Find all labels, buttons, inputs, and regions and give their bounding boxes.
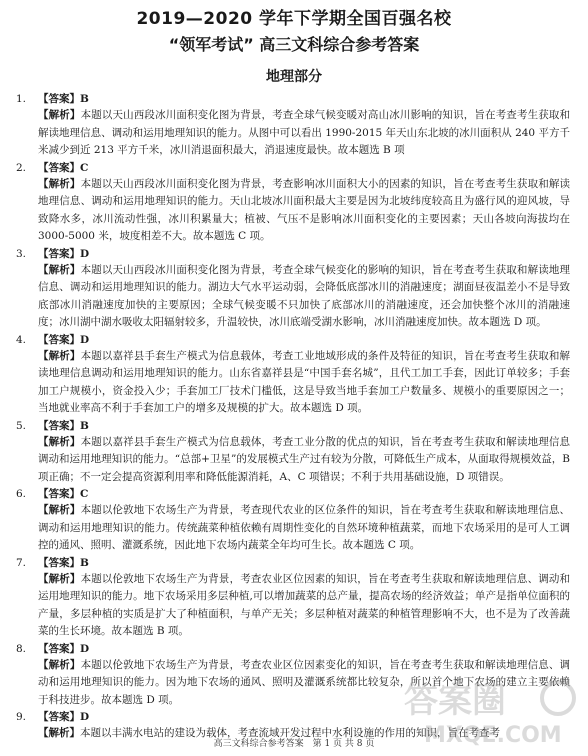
question-number: 4. xyxy=(16,333,27,346)
answer-value: C xyxy=(80,161,89,174)
section-heading: 地理部分 xyxy=(266,69,322,85)
explanation-text: 本题以伦敦地下农场生产为背景，考查现代农业的区位条件的知识，旨在考查考生获取和解读地理信息、调动和运用地理知识的能力。传统蔬菜种植依赖有周期性变化的自然环境种植蔬菜，而地下农场采用的是可人工调控的通风、照明、灌溉系统，因此地下农场内蔬菜全年均可生长。故本题选 C 项。 xyxy=(38,504,571,551)
question-number: 9. xyxy=(16,711,27,723)
answer-line xyxy=(16,160,570,176)
question-number: 7. xyxy=(16,556,27,569)
answer-label: 【答案】 xyxy=(38,161,80,174)
explanation-text: 本题以伦敦地下农场生产为背景，考查农业区位因素的知识，旨在考查考生获取和解读地理信息、调动和运用地理知识的能力。地下农场采用多层种植,可以增加蔬菜的总产量，提高农场的经济效益；单产是指单位面积的产量，多层种植的实质是扩大了种植面积，与单产无关；多层种植对蔬菜的种植管理影响不大，也不是为了改善蔬菜的生长环境。故本题选 B 项。 xyxy=(38,572,571,637)
answer-label: 【答案】 xyxy=(38,93,80,105)
question-number: 5. xyxy=(16,419,27,432)
explanation-label: 【解析】 xyxy=(38,435,81,448)
answer-line xyxy=(16,555,570,571)
answer-label: 【答案】 xyxy=(38,556,80,569)
page-footer: 高三文科综合参考答案 第 1 页 共 8 页 xyxy=(213,739,375,749)
explanation-text: 本题以丰满水电站的建设为载体，考查流域开发过程中水利设施的作用的知识，旨在考查考 xyxy=(80,727,500,739)
svg-text:答案圈: 答案圈 xyxy=(404,681,506,721)
explanation-text: 本题以天山西段冰川面积变化图为背景，考查全球气候变化的影响的知识，旨在考查考生获取和解读地理信息、调动和运用地理知识的能力。湖边大气水平运动弱，会降低底部冰川的消融速度；湖面昼夜温差小不是导致底部冰川消融速度加快的主要原因；全球气候变暖不只加快了底部冰川的消融速度，还会加快整个冰川的消融速度；冰川湖中湖水吸收太阳辐射较多，升温较快，冰川底端受湖水影响，冰川消融速度加快。故本题选 D 项。 xyxy=(38,263,571,328)
question-item xyxy=(16,160,571,246)
answer-line xyxy=(16,641,570,657)
answer-line xyxy=(16,418,570,434)
answer-value: D xyxy=(80,711,90,723)
answer-label: 【答案】 xyxy=(38,642,80,655)
question-number: 1. xyxy=(16,93,27,105)
explanation-label: 【解析】 xyxy=(38,727,80,739)
svg-text:MXQE.COM: MXQE.COM xyxy=(424,723,562,748)
explanation xyxy=(38,107,570,160)
answer-label: 【答案】 xyxy=(38,247,80,260)
explanation-text: 本题以天山西段冰川面积变化图为背景，考查影响冰川面积大小的因素的知识，旨在考查考生获取和解读地理信息、调动和运用地理知识的能力。天山北坡冰川面积最大主要是因为北坡纬度较高且为盛行风的迎风坡，导致降水多，冰川流动性强，冰川积累量大；植被、气压不是影响冰川面积变化的主要因素；天山各坡向海拔均在 3000-5000 米，坡度相差不大。故本题选 C 项。 xyxy=(38,177,571,242)
answer-value: B xyxy=(80,93,89,105)
question-item xyxy=(16,555,571,641)
explanation-text: 本题以嘉祥县手套生产模式为信息载体，考查工业地域形成的条件及特征的知识，旨在考查考生获取和解读地理信息调动和运用地理知识的能力。山东省嘉祥县是“中国手套名城”，且代工加工手套，因此订单较多；手套加工户规模小，资金投入少；手套加工厂技术门槛低，这是导致当地手套加工户数量多、规模小的重要原因之一；当地就业率高不利于手套加工户的增多及规模的扩大。故本题选 D 项。 xyxy=(38,349,571,414)
explanation xyxy=(38,434,570,487)
document-subtitle: “领军考试” 高三文科综合参考答案 xyxy=(168,35,420,54)
question-number: 3. xyxy=(16,247,27,260)
explanation-label: 【解析】 xyxy=(38,177,81,190)
question-number: 6. xyxy=(16,488,27,500)
question-item xyxy=(16,332,571,418)
answer-label: 【答案】 xyxy=(38,333,80,346)
answer-value: D xyxy=(80,247,90,260)
question-item xyxy=(16,91,571,160)
answer-value: B xyxy=(80,556,89,569)
explanation-label: 【解析】 xyxy=(38,504,81,516)
explanation-label: 【解析】 xyxy=(38,658,81,671)
explanation-text: 本题以天山西段冰川面积变化图为背景，考查全球气候变暖对高山冰川影响的知识，旨在考查考生获取和解读地理信息、调动和运用地理知识的能力。从图中可以看出 1990-2015 年天山东北坡的冰川面积从 240 平方千米减少到近 213 平方千米，冰川消退面积最大，消退速度最快。故本题选 B 项 xyxy=(38,109,571,156)
explanation xyxy=(38,571,570,641)
answer-line xyxy=(16,486,570,502)
question-item xyxy=(16,246,571,332)
answer-value: C xyxy=(80,488,89,500)
answer-value: B xyxy=(80,419,89,432)
document-title: 2019—2020 学年下学期全国百强名校 xyxy=(136,9,452,29)
answer-line xyxy=(16,332,570,348)
answer-value: D xyxy=(80,642,90,655)
answer-value: D xyxy=(80,333,90,346)
explanation-label: 【解析】 xyxy=(38,349,81,362)
explanation-label: 【解析】 xyxy=(38,109,81,121)
explanation xyxy=(38,262,570,332)
answer-line xyxy=(16,91,570,107)
explanation xyxy=(38,348,570,418)
explanation-text: 本题以嘉祥县手套生产模式为信息载体，考查工业分散的优点的知识，旨在考查考生获取和解读地理信息调动和运用地理知识的能力。“总部+卫星”的发展模式生产过有较为分散，可降低生产成本，从面取得规模效益，B 项正确；不一定会提高资源利用率和降低能源消耗，A、C 项错误；不利于共用基础设施，D 项错误。 xyxy=(38,435,571,483)
explanation xyxy=(38,502,570,555)
explanation-label: 【解析】 xyxy=(38,263,81,276)
answer-label: 【答案】 xyxy=(38,419,80,432)
answer-label: 【答案】 xyxy=(38,488,80,500)
explanation-label: 【解析】 xyxy=(38,572,81,585)
answer-label: 【答案】 xyxy=(38,711,80,723)
question-item xyxy=(16,418,571,487)
answer-list xyxy=(16,91,571,743)
question-number: 2. xyxy=(16,161,27,174)
explanation-text: 本题以伦敦地下农场生产为背景，考查农业区位因素变化的知识，旨在考查考生获取和解读地理信息、调动和运用地理知识的能力。因为地下农场的通风、照明及灌溉系统都比较复杂，所以首个地下农场的建立主要依赖于科技进步。故本题选 D 项。 xyxy=(38,658,571,706)
question-number: 8. xyxy=(16,642,27,655)
explanation xyxy=(38,176,570,246)
answer-line xyxy=(16,246,570,262)
question-item xyxy=(16,486,571,555)
